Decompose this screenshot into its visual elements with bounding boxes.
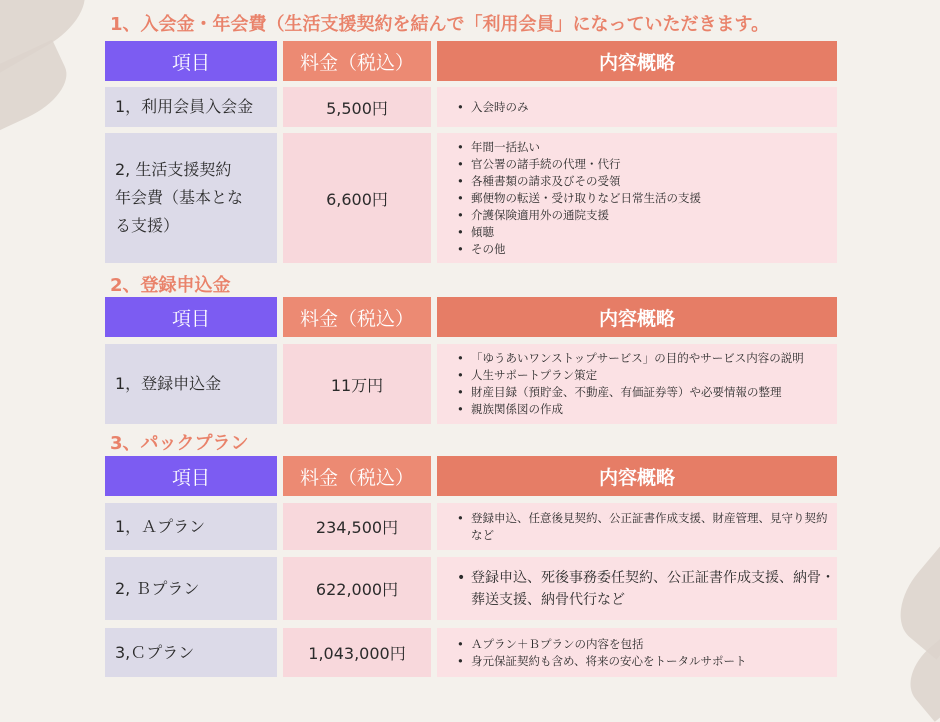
description-item: • 郵便物の転送・受け取りなど日常生活の支援	[465, 190, 701, 207]
row-price: 11万円	[283, 344, 431, 424]
row-item-label: 1，利用会員入会金	[115, 97, 254, 116]
description-item: • 登録申込、任意後見契約、公正証書作成支援、財産管理、見守り契約など	[465, 510, 837, 544]
row-description	[437, 557, 837, 620]
section-title: 3、パックプラン	[110, 433, 249, 454]
description-item: • Ａプラン＋Ｂプランの内容を包括	[465, 636, 747, 653]
header-description: 内容概略	[437, 297, 837, 337]
header-price: 料金（税込）	[283, 456, 431, 496]
row-price: 622,000円	[283, 557, 431, 620]
row-description	[437, 87, 837, 127]
row-price: 1,043,000円	[283, 628, 431, 677]
row-item	[105, 87, 277, 127]
description-item: • 年間一括払い	[465, 139, 701, 156]
header-item: 項目	[105, 297, 277, 337]
description-item: • 傾聴	[465, 224, 701, 241]
row-price: 234,500円	[283, 503, 431, 550]
description-item: • 親族関係図の作成	[465, 401, 804, 418]
description-item: • 人生サポートプラン策定	[465, 367, 804, 384]
description-item: • 「ゆうあいワンストップサービス」の目的やサービス内容の説明	[465, 350, 804, 367]
section-title: 1、入会金・年会費（生活支援契約を結んで「利用会員」になっていただきます。	[110, 14, 770, 35]
row-item	[105, 344, 277, 424]
row-price: 5,500円	[283, 87, 431, 127]
header-price: 料金（税込）	[283, 297, 431, 337]
row-item-label: 2, 生活支援契約 年会費（基本とな る支援）	[115, 160, 244, 235]
header-description: 内容概略	[437, 456, 837, 496]
row-price: 6,600円	[283, 133, 431, 263]
row-description	[437, 628, 837, 677]
header-item: 項目	[105, 41, 277, 81]
description-item: • 各種書類の請求及びその受領	[465, 173, 701, 190]
decorative-leaf	[883, 530, 940, 659]
header-price: 料金（税込）	[283, 41, 431, 81]
header-item: 項目	[105, 456, 277, 496]
description-item: • 介護保険適用外の通院支援	[465, 207, 701, 224]
section-title: 2、登録申込金	[110, 275, 231, 296]
description-item: • その他	[465, 241, 701, 258]
row-item	[105, 628, 277, 677]
row-description	[437, 503, 837, 550]
description-item: • 官公署の諸手続の代理・代行	[465, 156, 701, 173]
description-item: • 身元保証契約も含め、将来の安心をトータルサポート	[465, 653, 747, 670]
row-item	[105, 557, 277, 620]
row-item	[105, 503, 277, 550]
description-item: • 入会時のみ	[465, 99, 529, 116]
description-item: • 登録申込、死後事務委任契約、公正証書作成支援、納骨・葬送支援、納骨代行など	[465, 567, 837, 611]
header-description: 内容概略	[437, 41, 837, 81]
description-item: • 財産目録（預貯金、不動産、有価証券等）や必要情報の整理	[465, 384, 804, 401]
row-description	[437, 133, 837, 263]
row-item	[105, 133, 277, 263]
row-description	[437, 344, 837, 424]
row-item-label: 3,Ｃプラン	[115, 642, 195, 662]
row-item-label: 1，Ａプラン	[115, 516, 206, 536]
row-item-label: 1，登録申込金	[115, 374, 222, 393]
row-item-label: 2, Ｂプラン	[115, 578, 200, 598]
